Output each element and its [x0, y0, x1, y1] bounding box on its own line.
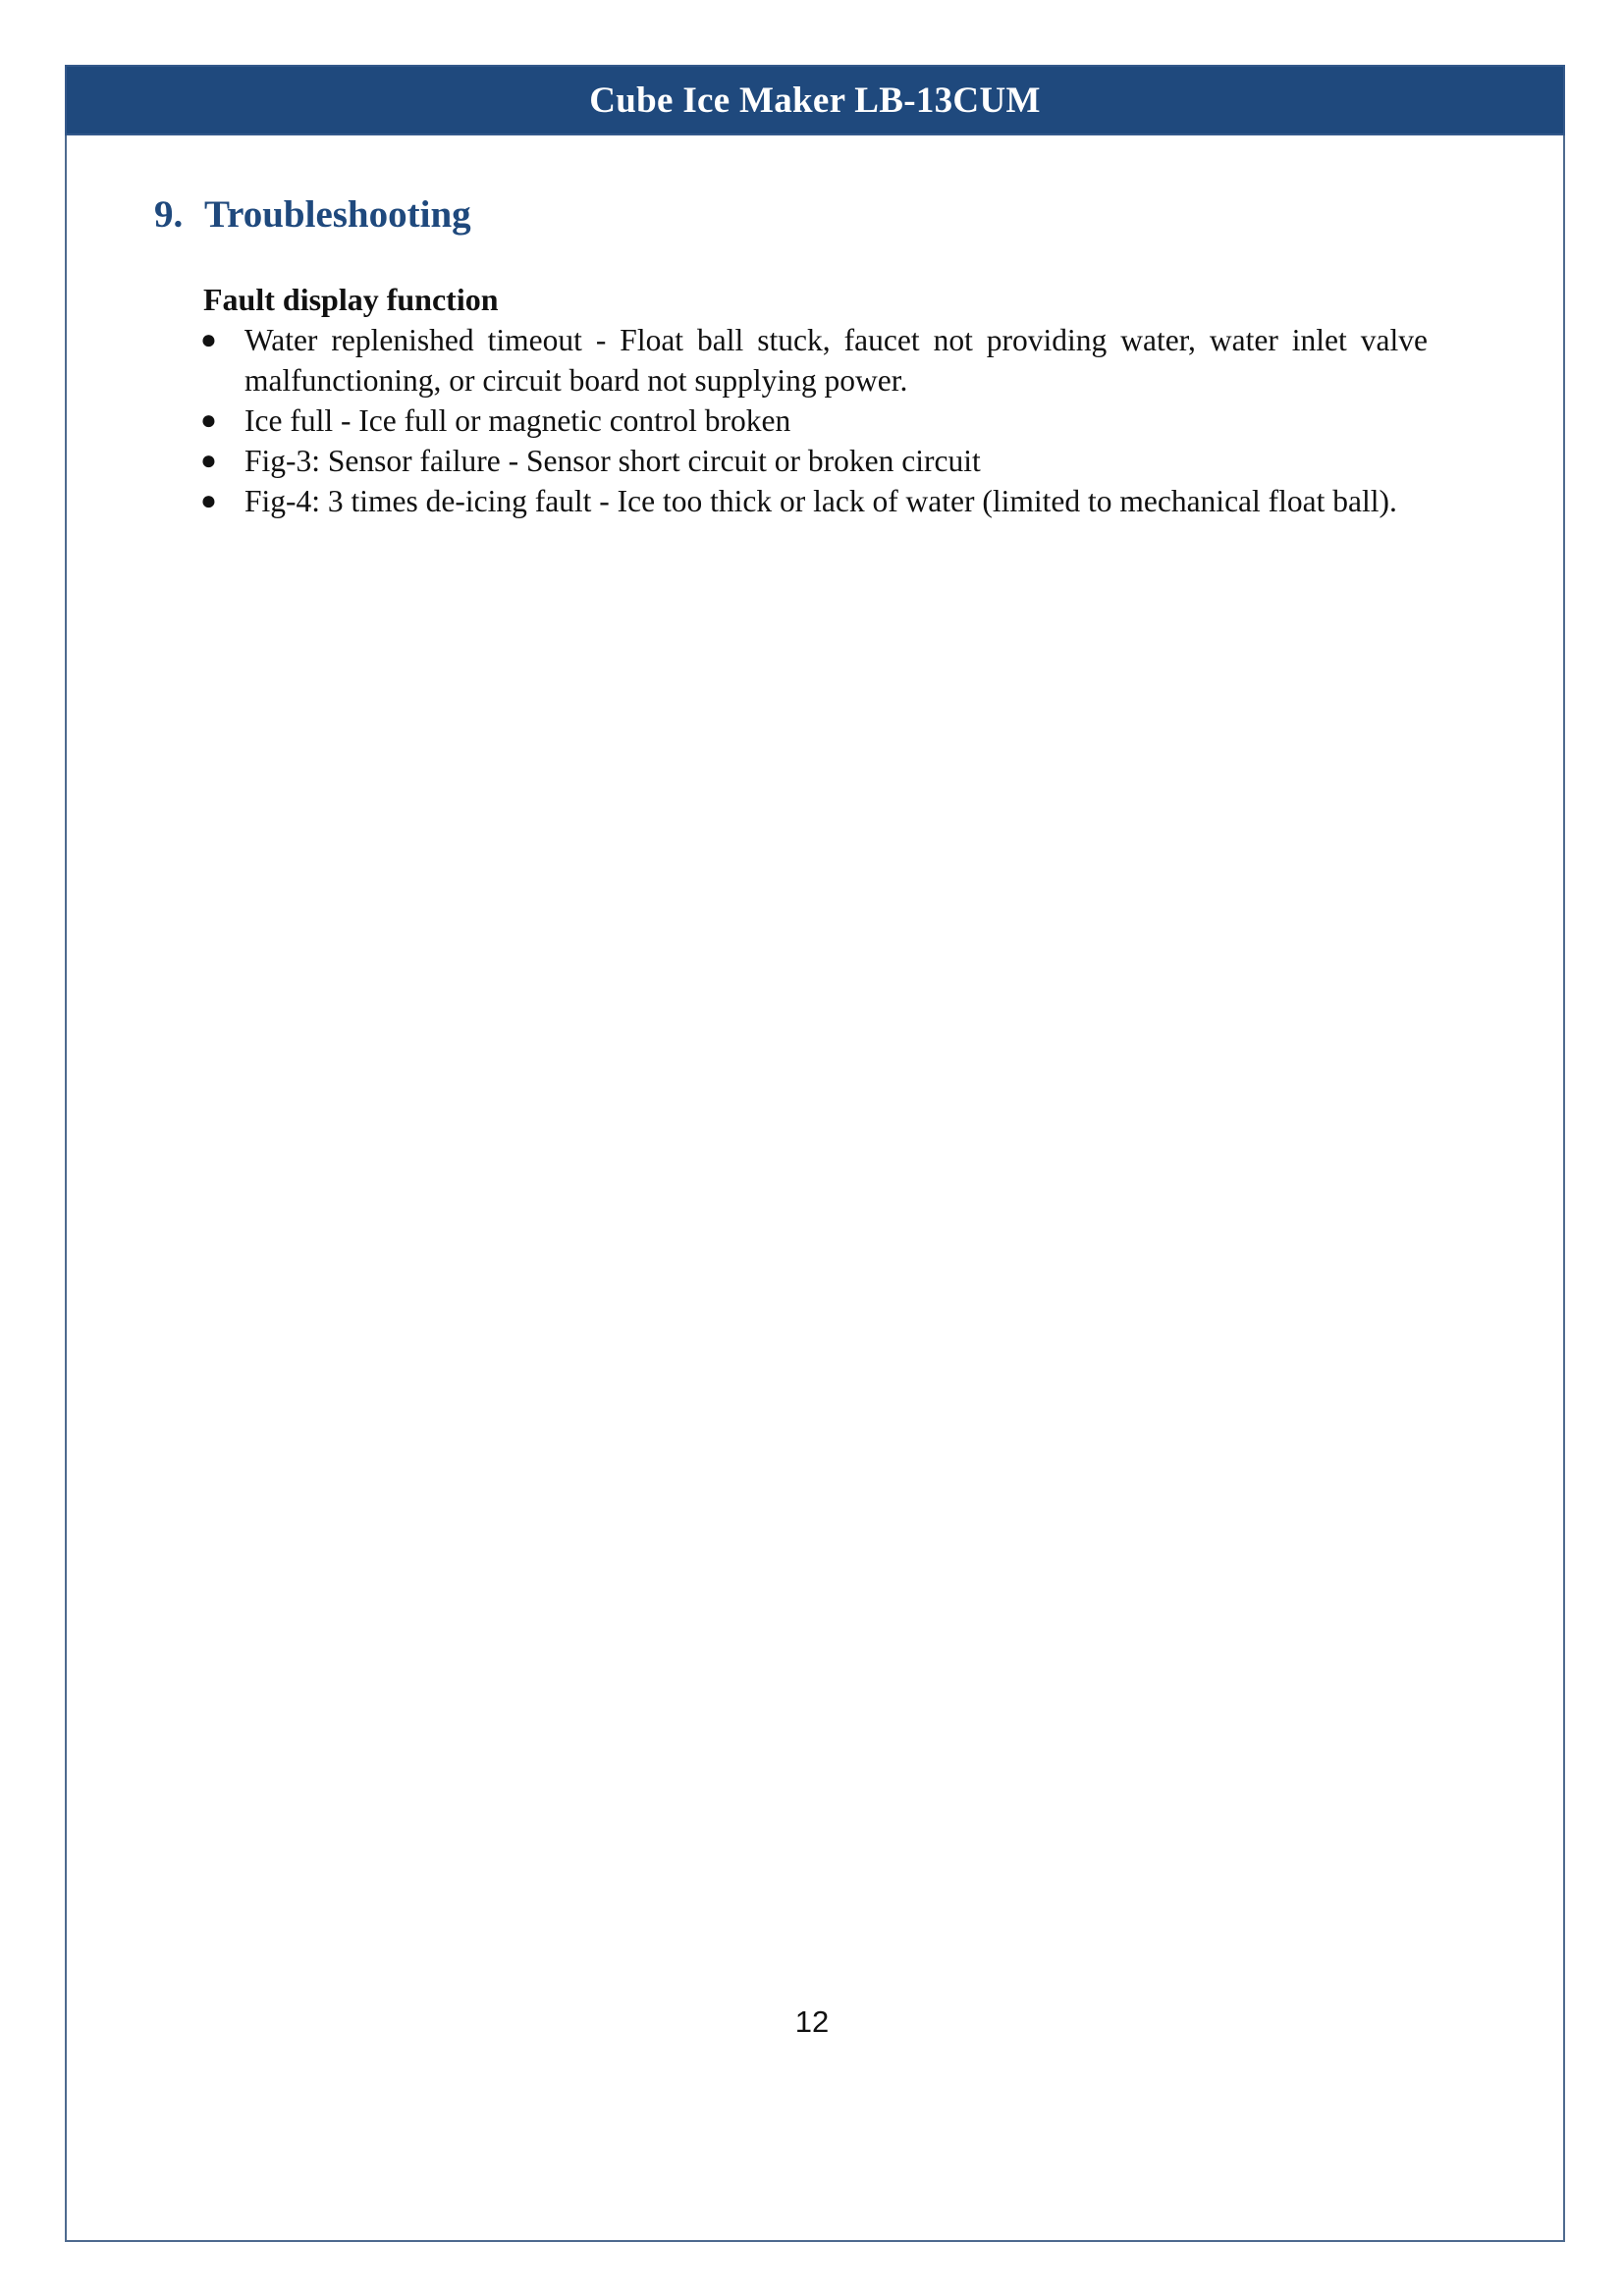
fault-list [198, 320, 1428, 521]
fault-display-heading: Fault display function [203, 282, 499, 317]
bullet-icon: ● [200, 325, 217, 355]
page-number: 12 [794, 2004, 830, 2039]
fault-item-text: Fig-4: 3 times de-icing fault - Ice too thick or lack of water (limited to mechanical float ball). [244, 484, 1397, 518]
bullet-icon: ● [200, 446, 217, 476]
section-number: 9. [154, 193, 184, 236]
header-title: Cube Ice Maker LB-13CUM [589, 80, 1041, 121]
header-bar [65, 65, 1565, 135]
bullet-icon: ● [200, 486, 217, 516]
section-heading [154, 192, 471, 237]
fault-item-text: Water replenished timeout - Float ball stuck, faucet not providing water, water inlet valve malfunctioning, or circuit board not supplying power. [244, 323, 1428, 398]
fault-list-item [198, 441, 1428, 481]
fault-list-item [198, 481, 1428, 521]
fault-list-item [198, 400, 1428, 441]
fault-item-text: Ice full - Ice full or magnetic control broken [244, 403, 791, 438]
fault-list-item [198, 320, 1428, 400]
bullet-icon: ● [200, 405, 217, 436]
fault-item-text: Fig-3: Sensor failure - Sensor short circuit or broken circuit [244, 444, 981, 478]
section-title: Troubleshooting [204, 193, 471, 236]
